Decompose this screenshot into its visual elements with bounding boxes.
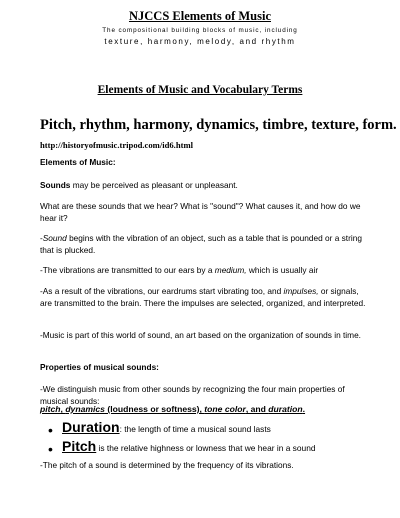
pitch-frequency-paragraph: -The pitch of a sound is determined by the frequency of its vibrations. [40, 460, 294, 470]
properties-heading: Properties of musical sounds: [40, 362, 159, 372]
sound-paragraph [40, 233, 370, 256]
medium-term: medium, [214, 265, 247, 275]
dynamics-term: dynamics [65, 404, 105, 414]
bullet-item-duration [48, 419, 316, 438]
sound-text: begins with the vibration of an object, such as a table that is pounded or a string that is plucked. [40, 233, 362, 255]
properties-line [40, 404, 370, 416]
source-url: http://historyofmusic.tripod.com/id6.html [40, 140, 194, 150]
properties-end: . [302, 404, 306, 414]
sound-prefix: - [40, 233, 43, 243]
sounds-term: Sounds [40, 180, 71, 190]
distinguish-paragraph: -We distinguish music from other sounds by recognizing the four main properties of musical sounds: [40, 384, 345, 406]
sound-term: Sound [42, 233, 67, 243]
elements-of-music-heading: Elements of Music: [40, 157, 116, 167]
sounds-paragraph [40, 180, 370, 192]
result-paragraph [40, 286, 370, 309]
properties-and: , and [245, 404, 269, 414]
bullet-term: Pitch [62, 438, 97, 454]
impulses-term: impulses, [283, 286, 319, 296]
vibrations-text-after: which is usually air [246, 265, 319, 275]
section-title: Elements of Music and Vocabulary Terms [97, 84, 303, 96]
result-text-after: or signals, are transmitted to the brain. There the impulses are selected, organized, and interpreted. [40, 286, 366, 308]
bullet-definition: is the relative highness or lowness that we hear in a sound [96, 443, 316, 453]
header-subtitle-line2: texture, harmony, melody, and rhythm [104, 37, 296, 46]
result-text-before: -As a result of the vibrations, our eardrums start vibrating too, and [40, 286, 284, 296]
sounds-text: may be perceived as pleasant or unpleasant. [70, 180, 238, 190]
bullet-item-pitch [48, 438, 316, 457]
elements-list-heading: Pitch, rhythm, harmony, dynamics, timbre, texture, form. [40, 117, 397, 133]
music-paragraph: -Music is part of this world of sound, an art based on the organization of sounds in time. [40, 330, 361, 340]
header-title: NJCCS Elements of Music [128, 9, 271, 23]
bullet-dot-icon: • [48, 441, 53, 457]
bullet-term: Duration [62, 419, 120, 435]
tone-color-term: tone color [204, 404, 246, 414]
loudness-text: (loudness or softness), [104, 404, 205, 414]
question-paragraph: What are these sounds that we hear? What is "sound"? What causes it, and how do we hear it? [40, 201, 361, 223]
bullet-dot-icon: • [48, 422, 53, 438]
bullet-definition: : the length of time a musical sound lasts [119, 424, 271, 434]
properties-sep1: , [60, 404, 66, 414]
properties-bullet-list [48, 419, 316, 457]
vibrations-text-before: -The vibrations are transmitted to our ears by a [40, 265, 215, 275]
header-subtitle-line1: The compositional building blocks of music, including [102, 27, 298, 34]
duration-term: duration [268, 404, 303, 414]
pitch-term: pitch [40, 404, 61, 414]
vibrations-paragraph [40, 265, 370, 277]
